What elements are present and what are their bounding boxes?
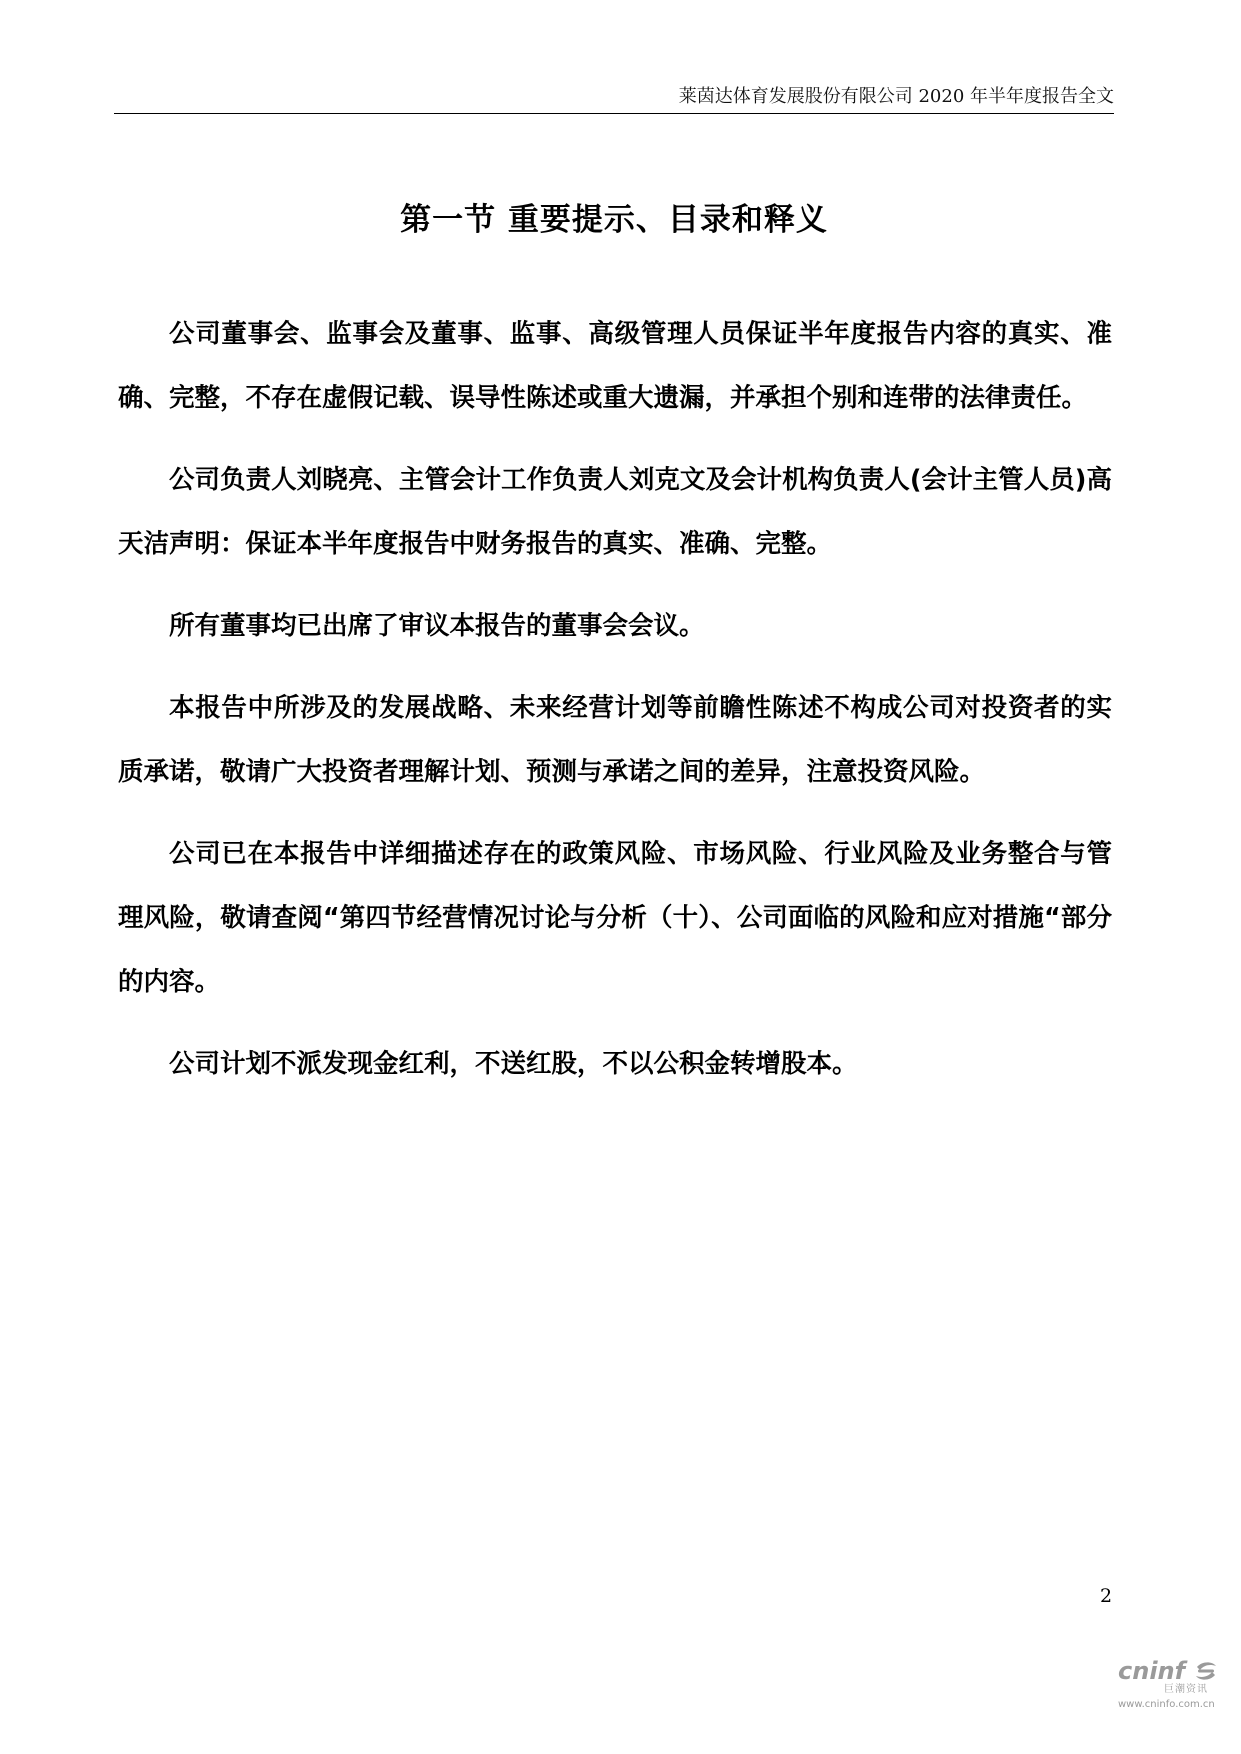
running-header: 莱茵达体育发展股份有限公司 2020 年半年度报告全文 bbox=[678, 86, 1114, 107]
watermark-url: www.cninfo.com.cn bbox=[1118, 1699, 1215, 1710]
paragraph-responsibility-statement: 公司董事会、监事会及董事、监事、高级管理人员保证半年度报告内容的真实、准确、完整，不存在虚假记载、误导性陈述或重大遗漏，并承担个别和连带的法律责任。 bbox=[118, 319, 1112, 413]
watermark-logo-text: cninf bbox=[1118, 1657, 1186, 1685]
cninfo-watermark bbox=[1118, 1658, 1220, 1716]
paragraph-risk-notice: 公司已在本报告中详细描述存在的政策风险、市场风险、行业风险及业务整合与管理风险，敬请查阅“第四节经营情况讨论与分析（十）、公司面临的风险和应对措施“部分的内容。 bbox=[118, 839, 1112, 997]
paragraph-forward-looking-statement: 本报告中所涉及的发展战略、未来经营计划等前瞻性陈述不构成公司对投资者的实质承诺，敬请广大投资者理解计划、预测与承诺之间的差异，注意投资风险。 bbox=[118, 693, 1112, 787]
paragraph-board-attendance: 所有董事均已出席了审议本报告的董事会会议。 bbox=[169, 611, 705, 641]
watermark-subtitle: 巨潮资讯 bbox=[1164, 1684, 1208, 1695]
swirl-logo-icon bbox=[1194, 1659, 1218, 1683]
header-rule bbox=[114, 113, 1114, 114]
page-number: 2 bbox=[1100, 1585, 1113, 1607]
paragraph-financial-report-declaration: 公司负责人刘晓亮、主管会计工作负责人刘克文及会计机构负责人(会计主管人员)高天洁声明：保证本半年度报告中财务报告的真实、准确、完整。 bbox=[118, 465, 1112, 559]
paragraph-dividend-plan: 公司计划不派发现金红利，不送红股，不以公积金转增股本。 bbox=[169, 1049, 858, 1079]
section-title: 第一节 重要提示、目录和释义 bbox=[400, 202, 828, 238]
body-text bbox=[118, 302, 1112, 1114]
